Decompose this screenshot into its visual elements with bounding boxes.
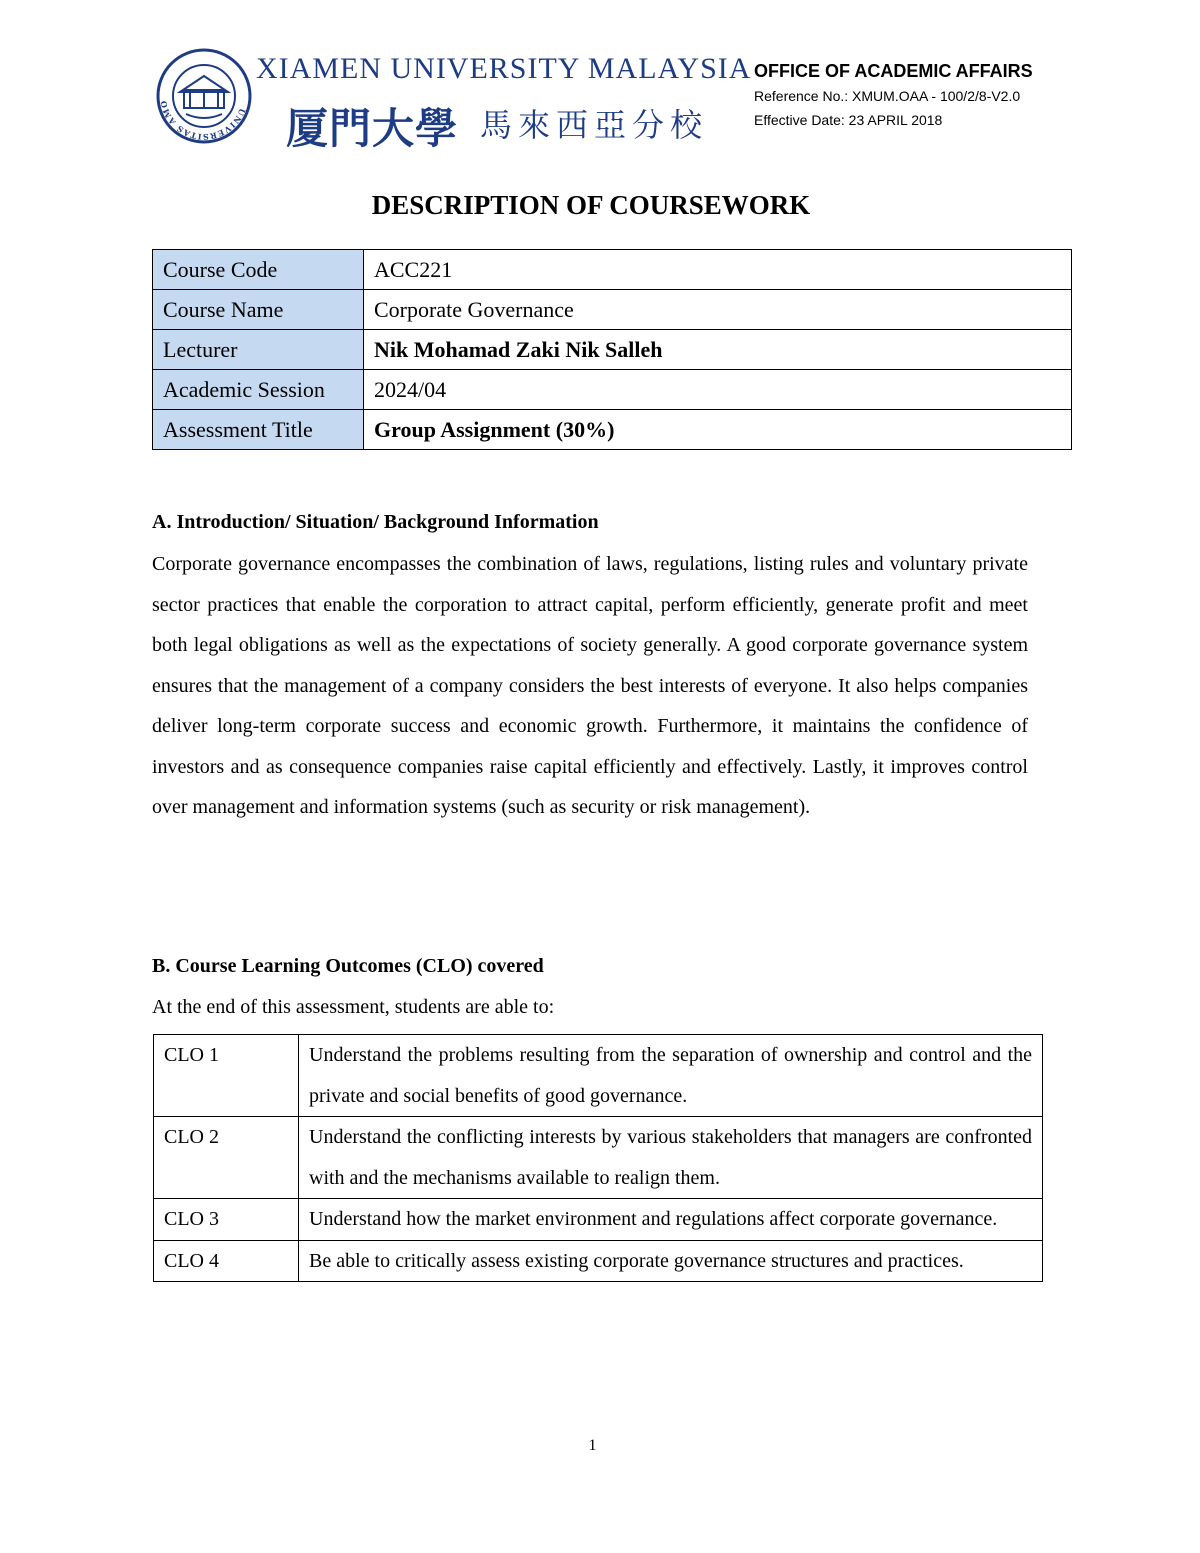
table-row [154,1199,1043,1241]
clo-code: CLO 2 [154,1117,299,1199]
seal-inscription: UNIVERSITAS AMO [158,98,248,143]
table-row [153,370,1072,410]
clo-code: CLO 4 [154,1240,299,1282]
university-seal-logo [156,48,252,144]
clo-table [153,1034,1043,1282]
table-row [153,250,1072,290]
academic-session-value: 2024/04 [364,370,1072,410]
table-row [154,1117,1043,1199]
table-row [153,410,1072,450]
university-name-chinese: 厦門大學 [286,104,459,153]
table-row [153,290,1072,330]
course-info-table [152,249,1072,450]
clo-description: Understand how the market environment and regulations affect corporate governance. [299,1199,1043,1241]
course-name-value: Corporate Governance [364,290,1072,330]
section-b-intro: At the end of this assessment, students are able to: [152,996,555,1018]
section-b-heading: B. Course Learning Outcomes (CLO) covered [152,955,544,977]
effective-date: Effective Date: 23 APRIL 2018 [754,112,943,128]
course-code-label: Course Code [153,250,364,290]
clo-code: CLO 3 [154,1199,299,1241]
lecturer-value: Nik Mohamad Zaki Nik Salleh [364,330,1072,370]
assessment-title-label: Assessment Title [153,410,364,450]
clo-description: Be able to critically assess existing corporate governance structures and practices. [299,1240,1043,1282]
reference-number: Reference No.: XMUM.OAA - 100/2/8-V2.0 [754,88,1021,104]
table-row [154,1035,1043,1117]
page-number: 1 [588,1437,597,1454]
table-row [154,1240,1043,1282]
section-a-heading: A. Introduction/ Situation/ Background Information [152,511,599,533]
assessment-title-value: Group Assignment (30%) [364,410,1072,450]
office-name: OFFICE OF ACADEMIC AFFAIRS [754,61,1033,81]
lecturer-label: Lecturer [153,330,364,370]
clo-description: Understand the problems resulting from the separation of ownership and control and the private and social benefits of good governance. [299,1035,1043,1117]
course-code-value: ACC221 [364,250,1072,290]
university-name-chinese-campus: 馬來西亞分校 [480,106,709,144]
course-name-label: Course Name [153,290,364,330]
clo-code: CLO 1 [154,1035,299,1117]
clo-description: Understand the conflicting interests by various stakeholders that managers are confronted with and the mechanisms available to realign them. [299,1117,1043,1199]
university-name-english: XIAMEN UNIVERSITY MALAYSIA [256,52,752,85]
academic-session-label: Academic Session [153,370,364,410]
page-title: DESCRIPTION OF COURSEWORK [371,190,811,220]
section-a-body: Corporate governance encompasses the combination of laws, regulations, listing rules and voluntary private sector practices that enable the corporation to attract capital, perform efficiently, generate profit and meet both legal obligations as well as the expectations of society generally. A good corporate governance system ensures that the management of a company considers the best interests of everyone. It also helps companies deliver long-term corporate success and economic growth. Furthermore, it maintains the confidence of investors and as consequence companies raise capital efficiently and effectively. Lastly, it improves control over management and information systems (such as security or risk management). [152,553,1028,818]
table-row [153,330,1072,370]
